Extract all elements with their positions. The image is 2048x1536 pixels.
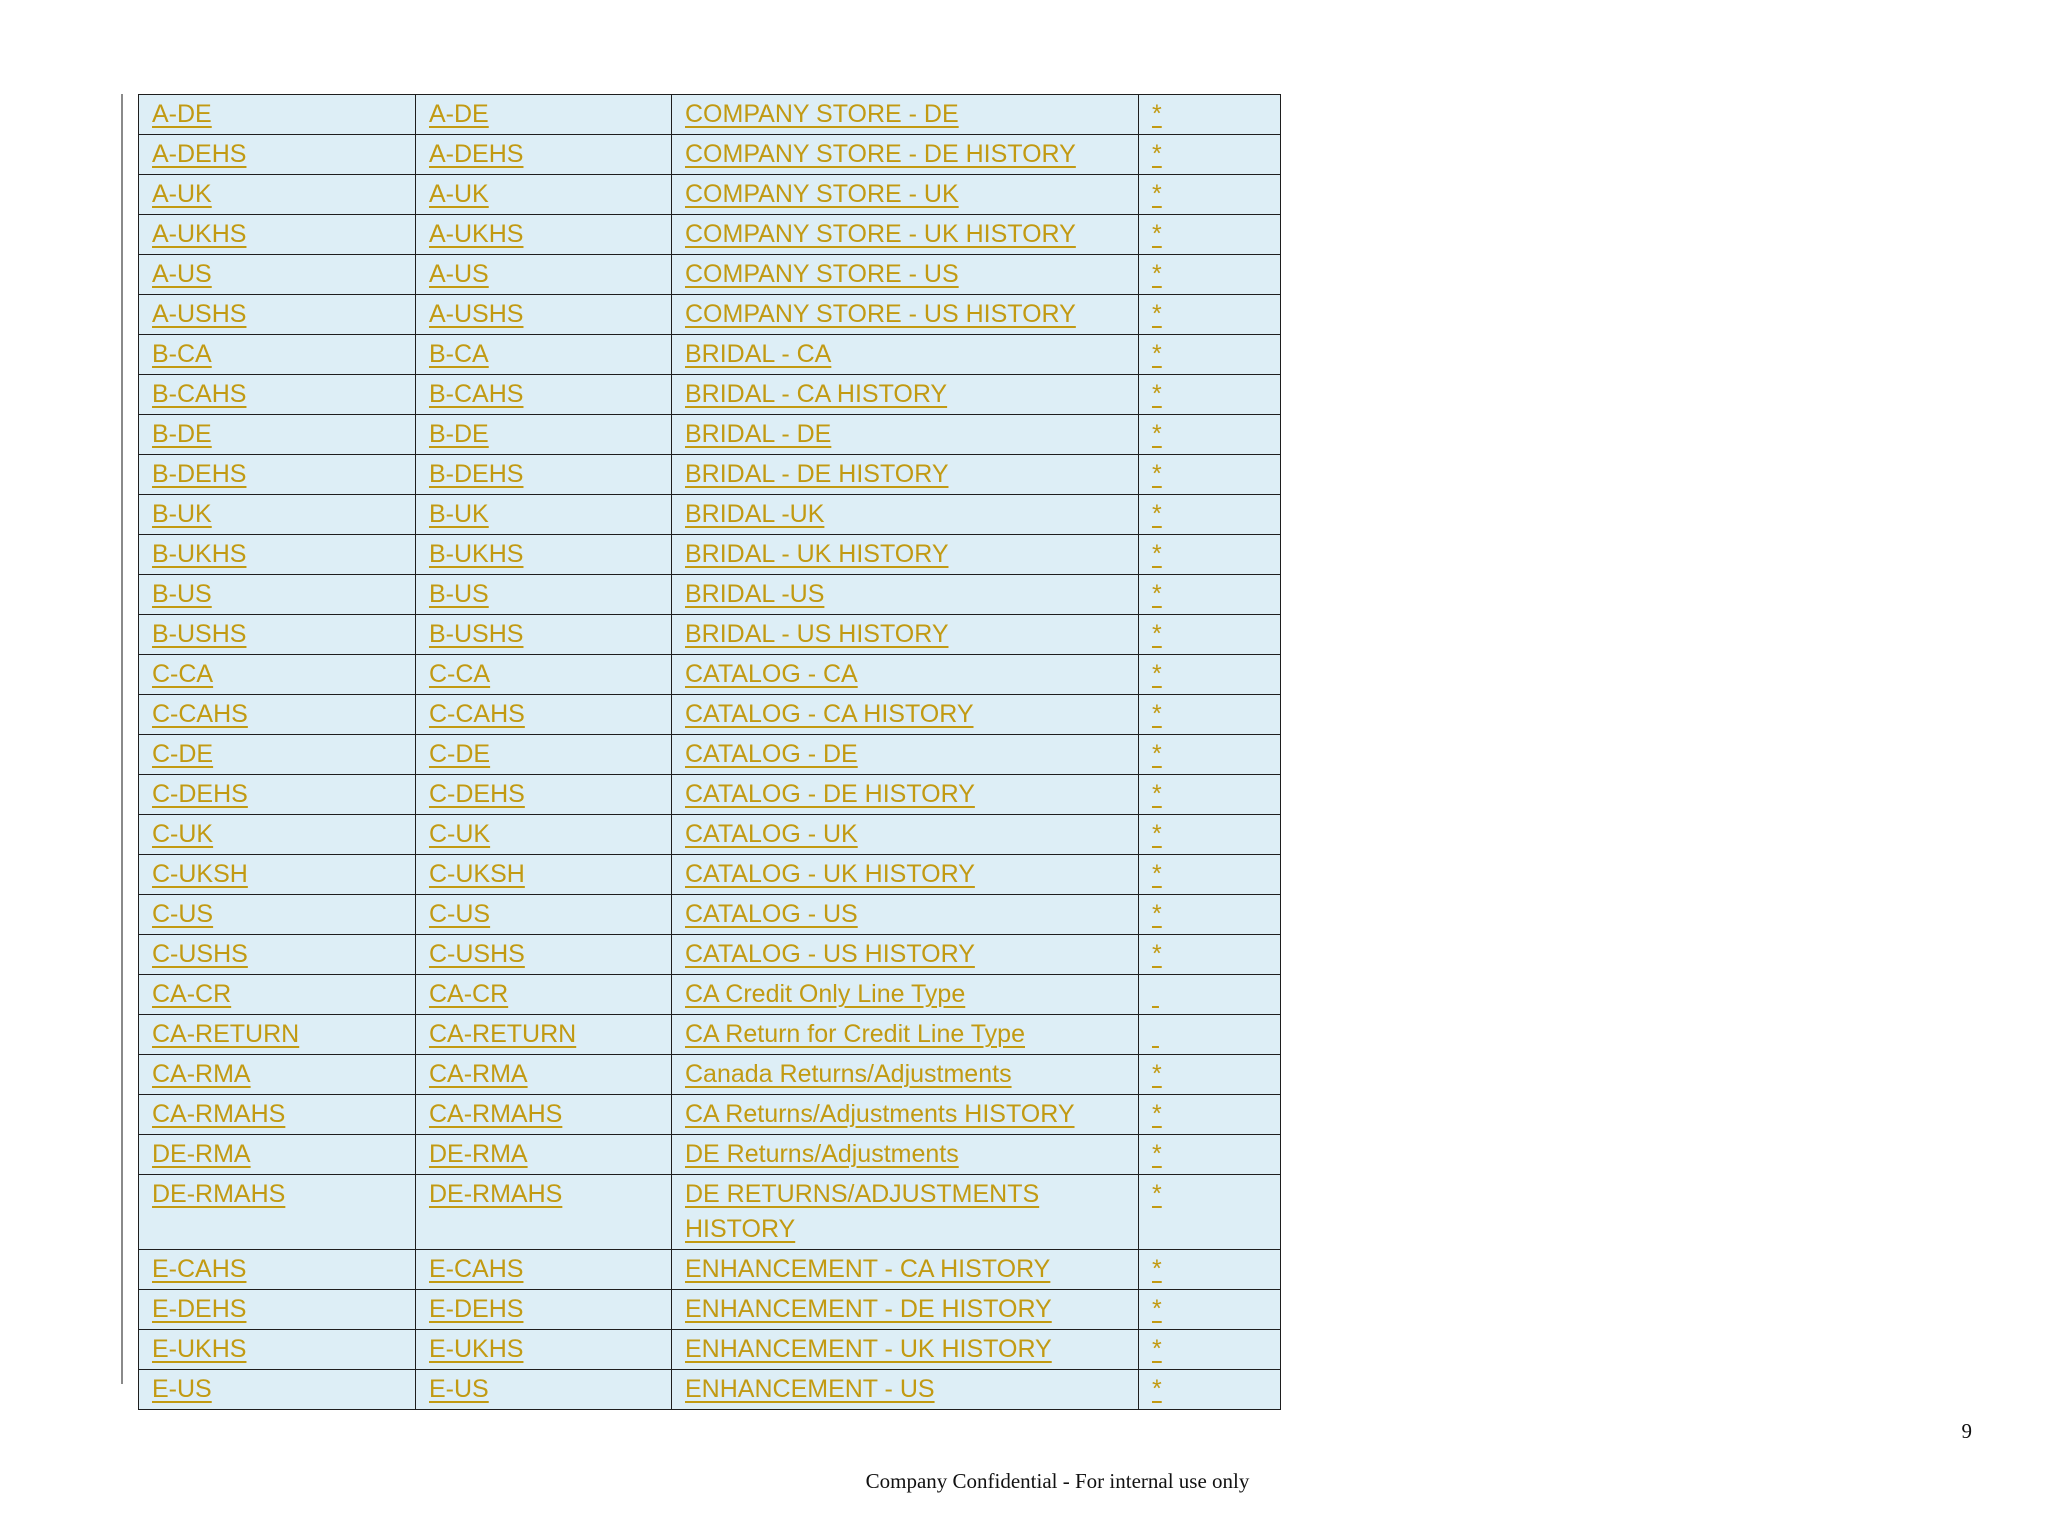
table-cell-name [416, 1330, 672, 1370]
table-cell-flag [1139, 1370, 1281, 1410]
table-cell-code [139, 575, 416, 615]
table-cell-name [416, 295, 672, 335]
code-link[interactable]: B-UKHS [152, 540, 247, 568]
name-link[interactable]: B-UKHS [429, 540, 524, 568]
table-cell-description [672, 95, 1139, 135]
table-cell-flag [1139, 975, 1281, 1015]
table-cell-code [139, 495, 416, 535]
flag-link[interactable]: * [1152, 780, 1162, 808]
table-cell-flag [1139, 175, 1281, 215]
table-cell-description [672, 855, 1139, 895]
description-link[interactable]: CATALOG - UK HISTORY [685, 860, 975, 888]
table-cell-description [672, 535, 1139, 575]
table-cell-name [416, 1095, 672, 1135]
flag-link[interactable] [1152, 977, 1164, 1012]
table-cell-name [416, 215, 672, 255]
table-cell-flag [1139, 1250, 1281, 1290]
table-cell-code [139, 655, 416, 695]
description-link[interactable]: CA Credit Only Line Type [685, 980, 966, 1008]
table-cell-name [416, 735, 672, 775]
code-link[interactable]: B-DE [152, 420, 212, 448]
code-link[interactable]: B-UK [152, 500, 212, 528]
flag-link[interactable]: * [1152, 700, 1162, 728]
table-cell-name [416, 1015, 672, 1055]
description-link[interactable]: DE Returns/Adjustments [685, 1140, 959, 1168]
table-row [139, 415, 1281, 455]
name-link[interactable]: C-DEHS [429, 780, 525, 808]
description-link[interactable]: ENHANCEMENT - US [685, 1375, 935, 1403]
code-link[interactable]: B-DEHS [152, 460, 247, 488]
code-link[interactable]: A-DEHS [152, 140, 247, 168]
description-link[interactable]: BRIDAL - CA [685, 340, 832, 368]
table-cell-name [416, 255, 672, 295]
table-cell-code [139, 1015, 416, 1055]
table-cell-flag [1139, 95, 1281, 135]
flag-link[interactable]: * [1152, 180, 1162, 208]
description-link[interactable]: COMPANY STORE - DE [685, 100, 959, 128]
order-type-table-body [139, 95, 1281, 1410]
name-link[interactable]: A-UK [429, 180, 489, 208]
name-link[interactable]: C-UKSH [429, 860, 525, 888]
name-link[interactable]: CA-RMAHS [429, 1100, 563, 1128]
table-cell-name [416, 975, 672, 1015]
table-cell-name [416, 1370, 672, 1410]
table-row [139, 815, 1281, 855]
table-cell-description [672, 175, 1139, 215]
description-link[interactable]: CATALOG - CA [685, 660, 858, 688]
description-link[interactable]: BRIDAL - UK HISTORY [685, 540, 949, 568]
flag-link[interactable]: * [1152, 820, 1162, 848]
table-cell-description [672, 495, 1139, 535]
flag-link[interactable]: * [1152, 460, 1162, 488]
table-row [139, 615, 1281, 655]
table-row [139, 495, 1281, 535]
table-row [139, 1135, 1281, 1175]
description-link[interactable]: Canada Returns/Adjustments [685, 1060, 1012, 1088]
code-link[interactable]: C-UK [152, 820, 214, 848]
flag-link[interactable]: * [1152, 1375, 1162, 1403]
description-link[interactable]: CATALOG - UK [685, 820, 858, 848]
table-cell-code [139, 735, 416, 775]
description-link[interactable]: COMPANY STORE - DE HISTORY [685, 140, 1076, 168]
page-number: 9 [1961, 1419, 1972, 1443]
description-link[interactable]: CA Return for Credit Line Type [685, 1020, 1025, 1048]
code-link[interactable]: C-US [152, 900, 214, 928]
table-cell-name [416, 495, 672, 535]
table-cell-description [672, 815, 1139, 855]
table-cell-code [139, 135, 416, 175]
table-row [139, 1055, 1281, 1095]
table-cell-code [139, 1250, 416, 1290]
table-cell-description [672, 1330, 1139, 1370]
table-cell-name [416, 375, 672, 415]
name-link[interactable]: CA-RMA [429, 1060, 528, 1088]
table-cell-description [672, 375, 1139, 415]
code-link[interactable]: E-DEHS [152, 1295, 247, 1323]
description-link[interactable]: CATALOG - US HISTORY [685, 940, 975, 968]
table-cell-code [139, 455, 416, 495]
table-row [139, 1095, 1281, 1135]
table-cell-code [139, 415, 416, 455]
table-cell-description [672, 1175, 1139, 1250]
table-row [139, 455, 1281, 495]
description-link[interactable]: ENHANCEMENT - DE HISTORY [685, 1295, 1052, 1323]
name-link[interactable]: DE-RMAHS [429, 1180, 563, 1208]
table-cell-flag [1139, 1055, 1281, 1095]
table-cell-description [672, 1095, 1139, 1135]
flag-link[interactable]: * [1152, 1140, 1162, 1168]
table-cell-name [416, 1055, 672, 1095]
table-cell-description [672, 1015, 1139, 1055]
flag-link[interactable]: * [1152, 420, 1162, 448]
order-type-table [138, 94, 1281, 1410]
table-cell-flag [1139, 935, 1281, 975]
table-cell-description [672, 335, 1139, 375]
table-row [139, 1015, 1281, 1055]
table-cell-code [139, 175, 416, 215]
description-link[interactable]: CA Returns/Adjustments HISTORY [685, 1100, 1075, 1128]
name-link[interactable]: B-DE [429, 420, 489, 448]
table-row [139, 975, 1281, 1015]
name-link[interactable]: A-UKHS [429, 220, 524, 248]
flag-link[interactable]: * [1152, 260, 1162, 288]
description-link[interactable]: COMPANY STORE - UK HISTORY [685, 220, 1076, 248]
table-cell-flag [1139, 895, 1281, 935]
name-link[interactable]: E-UKHS [429, 1335, 524, 1363]
description-link[interactable]: COMPANY STORE - UK [685, 180, 959, 208]
flag-link[interactable]: * [1152, 380, 1162, 408]
flag-link[interactable]: * [1152, 620, 1162, 648]
name-link[interactable]: CA-CR [429, 980, 509, 1008]
name-link[interactable]: B-CA [429, 340, 489, 368]
table-row [139, 1250, 1281, 1290]
table-cell-flag [1139, 535, 1281, 575]
table-cell-name [416, 695, 672, 735]
table-row [139, 295, 1281, 335]
flag-link[interactable]: * [1152, 1060, 1162, 1088]
name-link[interactable]: A-DEHS [429, 140, 524, 168]
table-row [139, 1330, 1281, 1370]
table-row [139, 335, 1281, 375]
table-cell-flag [1139, 1095, 1281, 1135]
table-cell-description [672, 695, 1139, 735]
flag-link[interactable]: * [1152, 940, 1162, 968]
confidentiality-footer: Company Confidential - For internal use only [865, 1469, 1250, 1493]
code-link[interactable]: A-US [152, 260, 212, 288]
flag-link[interactable]: * [1152, 1180, 1162, 1208]
code-link[interactable]: C-UKSH [152, 860, 248, 888]
code-link[interactable]: C-USHS [152, 940, 248, 968]
table-cell-name [416, 775, 672, 815]
code-link[interactable]: B-CAHS [152, 380, 247, 408]
table-cell-description [672, 575, 1139, 615]
flag-link[interactable]: * [1152, 500, 1162, 528]
flag-link[interactable]: * [1152, 1255, 1162, 1283]
code-link[interactable]: C-CA [152, 660, 214, 688]
name-link[interactable]: CA-RETURN [429, 1020, 577, 1048]
flag-link[interactable]: * [1152, 300, 1162, 328]
table-cell-code [139, 895, 416, 935]
description-link[interactable]: COMPANY STORE - US HISTORY [685, 300, 1076, 328]
table-cell-description [672, 215, 1139, 255]
table-cell-code [139, 295, 416, 335]
flag-link[interactable]: * [1152, 540, 1162, 568]
table-cell-name [416, 335, 672, 375]
table-cell-description [672, 655, 1139, 695]
description-link[interactable]: CATALOG - US [685, 900, 858, 928]
description-link[interactable]: BRIDAL -UK [685, 500, 825, 528]
description-link[interactable]: BRIDAL - US HISTORY [685, 620, 949, 648]
table-cell-description [672, 295, 1139, 335]
table-cell-code [139, 855, 416, 895]
description-link[interactable]: ENHANCEMENT - CA HISTORY [685, 1255, 1051, 1283]
name-link[interactable]: E-US [429, 1375, 489, 1403]
table-cell-flag [1139, 1290, 1281, 1330]
flag-link[interactable] [1152, 1017, 1164, 1052]
flag-link[interactable]: * [1152, 580, 1162, 608]
name-link[interactable]: C-CA [429, 660, 491, 688]
table-cell-description [672, 1055, 1139, 1095]
table-cell-name [416, 175, 672, 215]
table-row [139, 215, 1281, 255]
table-cell-flag [1139, 295, 1281, 335]
table-cell-description [672, 775, 1139, 815]
table-cell-flag [1139, 135, 1281, 175]
table-cell-flag [1139, 575, 1281, 615]
table-cell-description [672, 1135, 1139, 1175]
table-cell-code [139, 535, 416, 575]
description-link[interactable]: BRIDAL - DE [685, 420, 832, 448]
table-cell-flag [1139, 335, 1281, 375]
description-link[interactable]: CATALOG - DE [685, 740, 858, 768]
table-cell-name [416, 95, 672, 135]
table-cell-code [139, 1175, 416, 1250]
flag-link[interactable]: * [1152, 100, 1162, 128]
flag-link[interactable]: * [1152, 660, 1162, 688]
table-row [139, 575, 1281, 615]
name-link[interactable]: B-UK [429, 500, 489, 528]
flag-link[interactable]: * [1152, 220, 1162, 248]
code-link[interactable]: DE-RMA [152, 1140, 251, 1168]
table-row [139, 935, 1281, 975]
code-link[interactable]: CA-CR [152, 980, 232, 1008]
table-cell-description [672, 1370, 1139, 1410]
name-link[interactable]: B-DEHS [429, 460, 524, 488]
table-row [139, 175, 1281, 215]
name-link[interactable]: C-CAHS [429, 700, 525, 728]
code-link[interactable]: A-DE [152, 100, 212, 128]
table-cell-code [139, 935, 416, 975]
flag-link[interactable]: * [1152, 1100, 1162, 1128]
table-row [139, 375, 1281, 415]
table-row [139, 895, 1281, 935]
table-cell-name [416, 535, 672, 575]
table-cell-code [139, 1135, 416, 1175]
code-link[interactable]: B-CA [152, 340, 212, 368]
table-cell-description [672, 135, 1139, 175]
table-cell-flag [1139, 415, 1281, 455]
table-row [139, 535, 1281, 575]
code-link[interactable]: DE-RMAHS [152, 1180, 286, 1208]
table-cell-name [416, 615, 672, 655]
table-row [139, 695, 1281, 735]
table-cell-name [416, 415, 672, 455]
table-cell-name [416, 655, 672, 695]
table-cell-description [672, 735, 1139, 775]
code-link[interactable]: C-CAHS [152, 700, 248, 728]
code-link[interactable]: C-DEHS [152, 780, 248, 808]
table-cell-code [139, 95, 416, 135]
flag-link[interactable]: * [1152, 340, 1162, 368]
table-cell-description [672, 1250, 1139, 1290]
code-link[interactable]: E-US [152, 1375, 212, 1403]
name-link[interactable]: E-CAHS [429, 1255, 524, 1283]
flag-link[interactable]: * [1152, 140, 1162, 168]
table-cell-flag [1139, 255, 1281, 295]
table-row [139, 775, 1281, 815]
table-cell-name [416, 1135, 672, 1175]
table-cell-description [672, 615, 1139, 655]
table-cell-flag [1139, 1175, 1281, 1250]
flag-link[interactable]: * [1152, 740, 1162, 768]
table-row [139, 135, 1281, 175]
table-row [139, 255, 1281, 295]
name-link[interactable]: E-DEHS [429, 1295, 524, 1323]
flag-link[interactable]: * [1152, 860, 1162, 888]
table-cell-flag [1139, 615, 1281, 655]
table-cell-name [416, 895, 672, 935]
table-cell-description [672, 895, 1139, 935]
table-cell-name [416, 135, 672, 175]
description-link[interactable]: ENHANCEMENT - UK HISTORY [685, 1335, 1052, 1363]
code-link[interactable]: E-UKHS [152, 1335, 247, 1363]
table-cell-name [416, 935, 672, 975]
table-cell-flag [1139, 1135, 1281, 1175]
table-cell-name [416, 815, 672, 855]
name-link[interactable]: B-US [429, 580, 489, 608]
table-row [139, 1290, 1281, 1330]
table-cell-flag [1139, 1015, 1281, 1055]
code-link[interactable]: C-DE [152, 740, 214, 768]
code-link[interactable]: CA-RETURN [152, 1020, 300, 1048]
table-cell-name [416, 455, 672, 495]
name-link[interactable]: A-USHS [429, 300, 524, 328]
table-row [139, 1175, 1281, 1250]
description-link[interactable]: BRIDAL -US [685, 580, 825, 608]
code-link[interactable]: B-US [152, 580, 212, 608]
table-row [139, 855, 1281, 895]
table-cell-flag [1139, 655, 1281, 695]
table-cell-code [139, 775, 416, 815]
code-link[interactable]: A-USHS [152, 300, 247, 328]
code-link[interactable]: A-UKHS [152, 220, 247, 248]
description-link[interactable]: COMPANY STORE - US [685, 260, 959, 288]
table-cell-code [139, 375, 416, 415]
table-cell-description [672, 935, 1139, 975]
table-cell-code [139, 1095, 416, 1135]
table-row [139, 1370, 1281, 1410]
table-cell-flag [1139, 775, 1281, 815]
flag-link[interactable]: * [1152, 900, 1162, 928]
table-cell-description [672, 975, 1139, 1015]
table-cell-flag [1139, 815, 1281, 855]
table-cell-code [139, 1330, 416, 1370]
table-cell-code [139, 615, 416, 655]
table-cell-description [672, 255, 1139, 295]
table-cell-description [672, 415, 1139, 455]
table-cell-code [139, 255, 416, 295]
table-cell-name [416, 575, 672, 615]
table-cell-code [139, 695, 416, 735]
code-link[interactable]: CA-RMA [152, 1060, 251, 1088]
flag-link[interactable]: * [1152, 1295, 1162, 1323]
table-cell-flag [1139, 495, 1281, 535]
table-cell-flag [1139, 695, 1281, 735]
name-link[interactable]: C-US [429, 900, 491, 928]
description-link[interactable]: BRIDAL - DE HISTORY [685, 460, 949, 488]
name-link[interactable]: DE-RMA [429, 1140, 528, 1168]
table-cell-flag [1139, 455, 1281, 495]
name-link[interactable]: C-UK [429, 820, 491, 848]
table-cell-code [139, 215, 416, 255]
table-cell-flag [1139, 855, 1281, 895]
table-cell-code [139, 975, 416, 1015]
name-link[interactable]: B-USHS [429, 620, 524, 648]
table-row [139, 655, 1281, 695]
table-cell-description [672, 455, 1139, 495]
table-cell-description [672, 1290, 1139, 1330]
table-row [139, 95, 1281, 135]
table-row [139, 735, 1281, 775]
table-cell-flag [1139, 1330, 1281, 1370]
table-cell-code [139, 1370, 416, 1410]
description-link[interactable]: CATALOG - CA HISTORY [685, 700, 974, 728]
table-cell-flag [1139, 735, 1281, 775]
flag-link[interactable]: * [1152, 1335, 1162, 1363]
table-cell-code [139, 335, 416, 375]
name-link[interactable]: A-US [429, 260, 489, 288]
code-link[interactable]: B-USHS [152, 620, 247, 648]
name-link[interactable]: C-DE [429, 740, 491, 768]
table-cell-code [139, 815, 416, 855]
code-link[interactable]: E-CAHS [152, 1255, 247, 1283]
description-link[interactable]: DE RETURNS/ADJUSTMENTS HISTORY [685, 1180, 1040, 1243]
table-cell-name [416, 1290, 672, 1330]
table-cell-name [416, 855, 672, 895]
name-link[interactable]: C-USHS [429, 940, 525, 968]
name-link[interactable]: A-DE [429, 100, 489, 128]
table-cell-code [139, 1290, 416, 1330]
description-link[interactable]: CATALOG - DE HISTORY [685, 780, 975, 808]
code-link[interactable]: A-UK [152, 180, 212, 208]
table-cell-name [416, 1250, 672, 1290]
table-cell-flag [1139, 375, 1281, 415]
description-link[interactable]: BRIDAL - CA HISTORY [685, 380, 948, 408]
table-cell-name [416, 1175, 672, 1250]
table-cell-code [139, 1055, 416, 1095]
name-link[interactable]: B-CAHS [429, 380, 524, 408]
table-cell-flag [1139, 215, 1281, 255]
code-link[interactable]: CA-RMAHS [152, 1100, 286, 1128]
revision-change-bar [121, 94, 123, 1384]
